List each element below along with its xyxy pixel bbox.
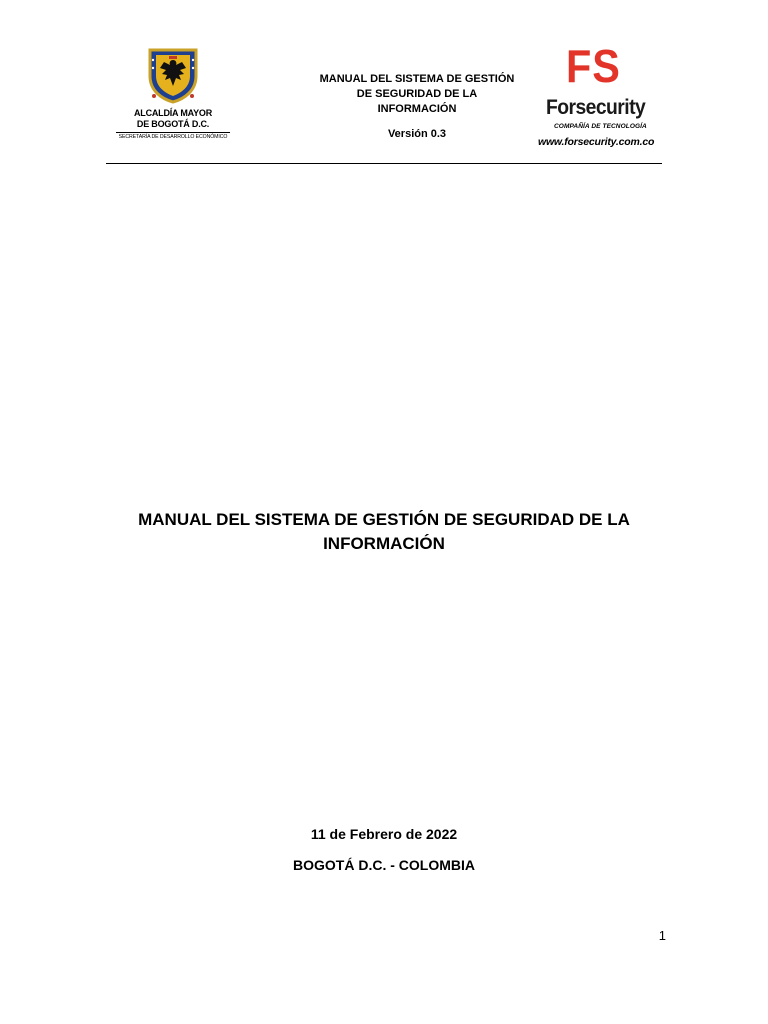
- fs-logo-mark: FS: [566, 40, 621, 92]
- alcaldia-divider: [116, 132, 230, 133]
- document-date: 11 de Febrero de 2022: [310, 826, 458, 842]
- page-number: 1: [658, 928, 666, 943]
- document-place: BOGOTÁ D.C. - COLOMBIA: [293, 857, 475, 873]
- forsecurity-name: Forsecurity: [546, 96, 646, 119]
- forsecurity-tagline: COMPAÑÍA DE TECNOLOGÍA: [554, 123, 647, 130]
- alcaldia-secretaria: SECRETARÍA DE DESARROLLO ECONÓMICO: [118, 134, 228, 140]
- header-divider: [106, 163, 662, 164]
- header-title-line-1: MANUAL DEL SISTEMA DE GESTIÓN: [319, 73, 515, 85]
- forsecurity-url: www.forsecurity.com.co: [538, 136, 655, 148]
- header-title: [290, 72, 544, 142]
- document-title-line-1: MANUAL DEL SISTEMA DE GESTIÓN DE SEGURIDAD DE LA: [138, 510, 630, 529]
- alcaldia-name-line2: DE BOGOTÁ D.C.: [136, 119, 210, 129]
- alcaldia-name-line1: ALCALDÍA MAYOR: [133, 108, 213, 118]
- header-title-line-3: INFORMACIÓN: [377, 103, 457, 115]
- document-title-line-2: INFORMACIÓN: [323, 534, 445, 553]
- document-title: [100, 508, 668, 556]
- header-title-line-2: DE SEGURIDAD DE LA: [356, 88, 478, 100]
- forsecurity-logo: [532, 40, 656, 152]
- header-version: Versión 0.3: [387, 128, 447, 140]
- bogota-coat-of-arms-icon: [146, 46, 200, 104]
- alcaldia-logo: [112, 46, 234, 146]
